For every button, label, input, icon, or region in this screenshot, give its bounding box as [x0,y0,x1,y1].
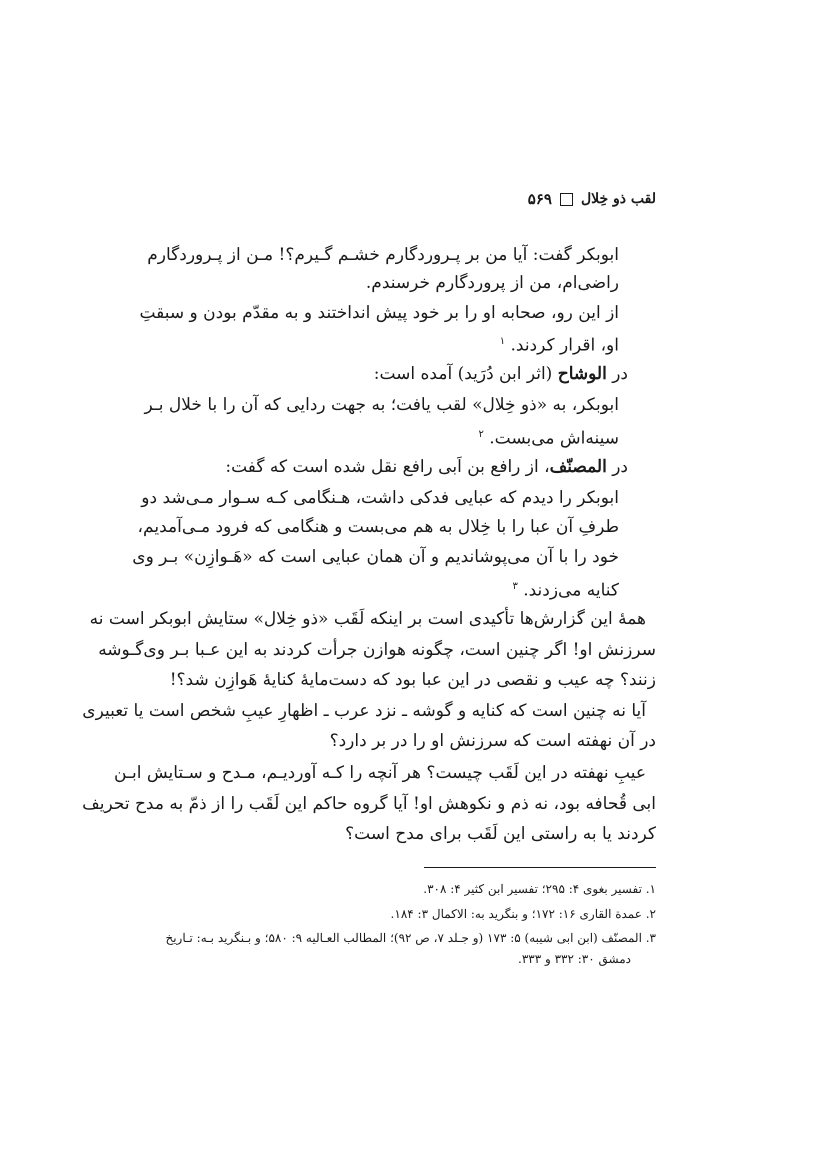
text-line: کردند یا به راستی این لَقَب برای مدح است؟ [345,824,656,844]
footnote: دمشق ۳۰: ۳۳۲ و ۳۳۳. [517,952,631,966]
footnote-marker: ۱ [499,336,506,347]
text-line: زنند؟ چه عیب و نقصی در این عبا بود که دست‌مایهٔ کنایهٔ هَوازِن شد؟! [169,670,656,690]
text-line: در آن نهفته است که سرزنش او را در بر دارد؟ [329,731,656,751]
source-title-musannaf: المصنّف [549,457,607,477]
text-line: همهٔ این گزارش‌ها تأکیدی است بر اینکه لَقَب «ذو خِلال» ستایش ابوبکر است نه [89,609,646,629]
text-line: راضی‌ام، من از پروردگارم خرسندم. [365,273,619,293]
text-line: ابوبکر گفت: آیا من بر پـروردگارم خشـم گـیرم؟! مـن از پـروردگارم [147,245,619,265]
text-line: ابوبکر، به «ذو خِلال» لقب یافت؛ به جهت ردایی که آن را با خلال بـر [144,395,619,415]
source-title-wishah: الوشاح [557,364,607,384]
text-line: عیبِ نهفته در این لَقَب چیست؟ هر آنچه را کـه آوردیـم، مـدح و سـتایش ابـن [114,763,646,783]
footnote: ۳. المصنّف (ابن ابی شیبه) ۵: ۱۷۳ (و جـلد ۷، ص ۹۲)؛ المطالب العـالیه ۹: ۵۸۰؛ و بـنگرید بـه: تـاریخ [165,931,656,945]
text-line: او، اقرار کردند. $^۱$ [499,335,619,356]
page-number: ۵۶۹ [527,190,552,208]
footnote: ۲. عمدة القاری ۱۶: ۱۷۲؛ و بنگرید به: الاکمال ۳: ۱۸۴. [390,907,656,921]
text-line: سرزنش او! اگر چنین است، چگونه هوازن جرأت کردند به این عـبا بـر وی‌گـوشه [98,640,656,660]
text-line: آیا نه چنین است که کنایه و گوشه ـ نزد عرب ـ اظهارِ عیبِ شخص است یا تعبیری [82,701,646,721]
footnote: ۱. تفسیر بغوی ۴: ۲۹۵؛ تفسیر ابن کثیر ۴: ۳۰۸. [423,882,656,896]
footnote-divider [424,867,656,868]
footnote-marker: ۲ [478,429,484,440]
footnote-marker: ۳ [512,581,518,592]
chapter-title: لقب ذو خِلال [580,191,656,207]
running-header [528,190,656,208]
header-box-icon [560,193,573,206]
text-line: سینه‌اش می‌بست. $^۲$ [478,428,619,449]
text-line: در المصنّف، از رافع بن اَبی رافع نقل شده است که گفت: [225,457,628,477]
text-line: ابی قُحافه بود، نه ذم و نکوهش او! آیا گروه حاکم این لَقَب را از ذمّ به مدح تحریف [82,794,656,814]
text-line: کنایه می‌زدند. $^۳$ [512,580,619,601]
text-line: ابوبکر را دیدم که عبایی فدکی داشت، هـنگامی کـه سـوار مـی‌شد دو [141,488,619,508]
text-line: از این رو، صحابه او را بر خود پیش انداختند و به مقدّم بودن و سبقتِ [139,303,619,323]
text-line: طرفِ آن عبا را با خِلال به هم می‌بست و هنگامی که فرود مـی‌آمدیم، [137,517,619,537]
text-line: در الوشاح (اثر ابن دُرَید) آمده است: [373,364,628,384]
text-line: خود را با آن می‌پوشاندیم و آن همان عبایی است که «هَـوازِن» بـر وی [132,547,619,567]
